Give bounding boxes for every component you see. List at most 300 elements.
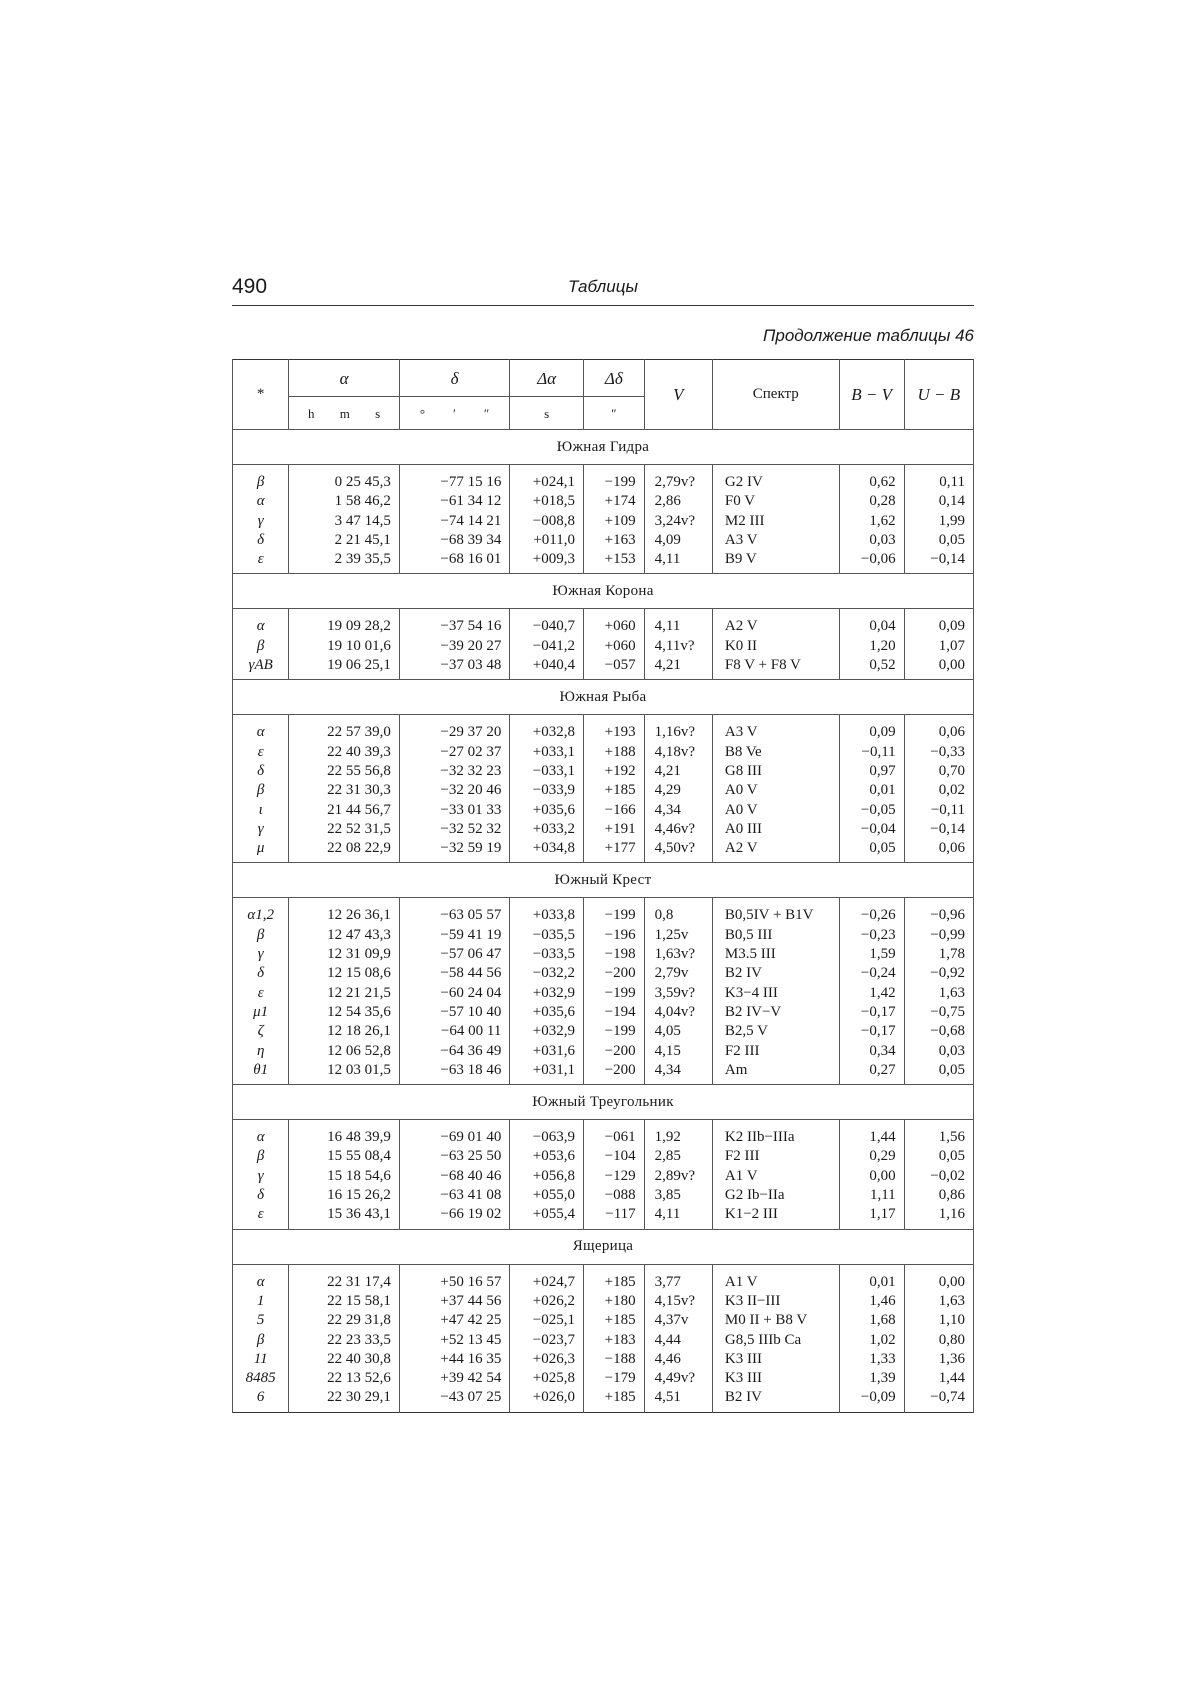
star-symbol-cell: 1	[256, 1292, 265, 1309]
star-symbol-column	[233, 1120, 289, 1229]
proper-motion-dec-cell: −088	[604, 1187, 636, 1204]
star-symbol-column	[233, 465, 289, 574]
u-b-color-cell: 1,99	[938, 512, 965, 529]
right-ascension-cell: 22 15 58,1	[327, 1292, 391, 1309]
b-v-color-cell: 1,44	[869, 1129, 896, 1146]
proper-motion-dec-column	[583, 898, 644, 1085]
right-ascension-cell: 15 36 43,1	[327, 1206, 391, 1223]
star-symbol-cell: θ1	[253, 1061, 269, 1078]
star-catalog-table	[232, 359, 974, 1413]
table-body	[233, 430, 974, 1413]
proper-motion-ra-cell: −033,1	[532, 762, 575, 779]
unit-seconds: s	[375, 405, 381, 421]
right-ascension-cell: 19 06 25,1	[327, 657, 391, 674]
u-b-color-cell: 1,63	[938, 1292, 965, 1309]
proper-motion-dec-cell: −104	[604, 1148, 636, 1165]
proper-motion-ra-cell: +056,8	[532, 1167, 575, 1184]
proper-motion-ra-cell: +033,1	[532, 743, 575, 760]
declination-cell: +52 13 45	[440, 1331, 502, 1348]
constellation-name: Южный Крест	[233, 863, 974, 898]
spectral-type-cell: B0,5IV + B1V	[724, 907, 814, 924]
proper-motion-ra-column	[510, 609, 584, 680]
proper-motion-dec-cell: +185	[604, 1389, 636, 1406]
b-v-color-cell: −0,17	[860, 1003, 896, 1020]
constellation-heading-row	[233, 430, 974, 465]
spectral-type-column	[712, 715, 839, 863]
right-ascension-column	[289, 609, 400, 680]
b-v-color-cell: 1,62	[869, 512, 896, 529]
spectral-type-cell: B0,5 III	[724, 926, 773, 943]
spectral-type-column	[712, 898, 839, 1085]
proper-motion-dec-cell: −117	[605, 1206, 636, 1223]
star-symbol-cell: 5	[256, 1312, 265, 1329]
right-ascension-cell: 16 15 26,2	[327, 1187, 391, 1204]
declination-cell: −32 52 32	[440, 820, 502, 837]
v-magnitude-cell: 3,24v?	[654, 512, 696, 529]
star-symbol-cell: β	[256, 474, 265, 490]
star-symbol-cell: ε	[257, 984, 264, 1001]
b-v-color-cell: 0,29	[869, 1148, 896, 1165]
u-b-color-cell: 1,10	[938, 1312, 965, 1329]
declination-cell: −69 01 40	[440, 1129, 502, 1146]
proper-motion-dec-cell: −129	[604, 1167, 636, 1184]
header-star: *	[233, 360, 289, 430]
b-v-color-column	[839, 465, 904, 574]
u-b-color-cell: −0,75	[930, 1003, 965, 1020]
spectral-type-cell: A3 V	[724, 531, 758, 548]
v-magnitude-cell: 4,44	[654, 1331, 681, 1348]
v-magnitude-cell: 4,51	[654, 1389, 681, 1406]
spectral-type-cell: M0 II + B8 V	[724, 1312, 808, 1329]
proper-motion-dec-cell: −188	[604, 1350, 636, 1367]
b-v-color-cell: −0,05	[860, 801, 896, 818]
page-number: 490	[232, 275, 268, 298]
proper-motion-ra-cell: +026,0	[532, 1389, 575, 1406]
proper-motion-dec-cell: +109	[604, 512, 636, 529]
u-b-color-cell: −0,14	[930, 551, 965, 568]
v-magnitude-cell: 4,11v?	[654, 637, 695, 654]
spectral-type-cell: A2 V	[724, 840, 758, 857]
b-v-color-column	[839, 715, 904, 863]
v-magnitude-column	[644, 715, 712, 863]
u-b-color-cell: 0,80	[938, 1331, 965, 1348]
constellation-name: Южная Корона	[233, 574, 974, 609]
u-b-color-cell: 1,63	[938, 984, 965, 1001]
star-symbol-cell: α	[256, 724, 265, 741]
right-ascension-cell: 22 55 56,8	[327, 762, 391, 779]
right-ascension-cell: 1 58 46,2	[334, 493, 391, 510]
u-b-color-column	[904, 898, 973, 1085]
declination-cell: +50 16 57	[440, 1273, 502, 1290]
spectral-type-column	[712, 1264, 839, 1412]
unit-arcmin: ′	[453, 405, 456, 421]
star-symbol-cell: μ	[256, 840, 265, 857]
right-ascension-cell: 22 40 39,3	[327, 743, 391, 760]
declination-cell: −66 19 02	[440, 1206, 502, 1223]
header-alpha: α	[289, 360, 400, 397]
star-symbol-cell: δ	[257, 762, 265, 779]
proper-motion-dec-cell: +180	[604, 1292, 636, 1309]
b-v-color-cell: −0,06	[860, 551, 896, 568]
proper-motion-ra-cell: +033,8	[532, 907, 575, 924]
header-v: V	[644, 360, 712, 430]
proper-motion-ra-cell: −041,2	[532, 637, 575, 654]
u-b-color-cell: 0,05	[938, 1061, 965, 1078]
proper-motion-dec-cell: −200	[604, 965, 636, 982]
u-b-color-cell: 1,36	[938, 1350, 965, 1367]
spectral-type-column	[712, 465, 839, 574]
unit-minutes: m	[339, 405, 350, 421]
u-b-color-cell: 1,44	[938, 1370, 965, 1387]
proper-motion-ra-cell: −040,7	[532, 618, 575, 635]
declination-cell: −74 14 21	[440, 512, 502, 529]
constellation-name: Ящерица	[233, 1229, 974, 1264]
b-v-color-cell: 1,02	[869, 1331, 896, 1348]
declination-cell: −39 20 27	[440, 637, 502, 654]
right-ascension-cell: 2 39 35,5	[334, 551, 391, 568]
u-b-color-column	[904, 1120, 973, 1229]
proper-motion-dec-column	[583, 465, 644, 574]
declination-cell: −27 02 37	[440, 743, 502, 760]
right-ascension-column	[289, 1264, 400, 1412]
declination-cell: −60 24 04	[440, 984, 502, 1001]
v-magnitude-cell: 4,37v	[654, 1312, 689, 1329]
right-ascension-cell: 15 55 08,4	[327, 1148, 391, 1165]
v-magnitude-cell: 3,59v?	[654, 984, 696, 1001]
proper-motion-dec-cell: +163	[604, 531, 636, 548]
star-symbol-cell: 11	[253, 1350, 268, 1367]
header-u-b: U − B	[904, 360, 973, 430]
proper-motion-dec-cell: +060	[604, 637, 636, 654]
spectral-type-cell: K3 III	[724, 1350, 762, 1367]
v-magnitude-cell: 2,79v	[654, 965, 689, 982]
unit-degrees: °	[419, 405, 426, 421]
declination-cell: −59 41 19	[440, 926, 502, 943]
header-delta-delta-unit: ″	[583, 397, 644, 430]
declination-cell: −77 15 16	[440, 474, 502, 490]
right-ascension-cell: 0 25 45,3	[334, 474, 391, 490]
v-magnitude-column	[644, 898, 712, 1085]
b-v-color-cell: 1,59	[869, 946, 896, 963]
right-ascension-cell: 2 21 45,1	[334, 531, 391, 548]
unit-hours: h	[307, 405, 315, 421]
u-b-color-cell: −0,96	[930, 907, 965, 924]
spectral-type-cell: A2 V	[724, 618, 758, 635]
b-v-color-column	[839, 1264, 904, 1412]
proper-motion-ra-cell: −063,9	[532, 1129, 575, 1146]
proper-motion-ra-cell: +032,9	[532, 984, 575, 1001]
b-v-color-cell: 0,97	[869, 762, 896, 779]
constellation-data-row	[233, 609, 974, 680]
v-magnitude-cell: 4,46v?	[654, 820, 696, 837]
b-v-color-cell: 0,28	[869, 493, 896, 510]
u-b-color-cell: 0,14	[938, 493, 965, 510]
star-symbol-cell: α1,2	[247, 907, 274, 924]
u-b-color-cell: 0,05	[938, 531, 965, 548]
declination-column	[399, 465, 510, 574]
proper-motion-ra-cell: +024,7	[532, 1273, 575, 1290]
u-b-color-column	[904, 715, 973, 863]
b-v-color-cell: 0,62	[869, 474, 896, 490]
constellation-heading-row	[233, 1085, 974, 1120]
proper-motion-dec-cell: +153	[604, 551, 636, 568]
right-ascension-cell: 12 18 26,1	[327, 1023, 391, 1040]
star-symbol-cell: α	[256, 1273, 265, 1290]
declination-cell: −32 59 19	[440, 840, 502, 857]
v-magnitude-cell: 3,77	[654, 1273, 681, 1290]
right-ascension-column	[289, 715, 400, 863]
constellation-name: Южная Гидра	[233, 430, 974, 465]
proper-motion-dec-cell: −199	[604, 907, 636, 924]
declination-column	[399, 715, 510, 863]
right-ascension-cell: 22 30 29,1	[327, 1389, 391, 1406]
star-symbol-cell: δ	[257, 531, 265, 548]
right-ascension-cell: 12 31 09,9	[327, 946, 391, 963]
declination-cell: −57 10 40	[440, 1003, 502, 1020]
b-v-color-cell: 1,68	[869, 1312, 896, 1329]
proper-motion-dec-cell: −200	[604, 1042, 636, 1059]
spectral-type-cell: B2 IV	[724, 1389, 762, 1406]
unit-arcsec: ″	[483, 405, 490, 421]
spectral-type-cell: B2,5 V	[724, 1023, 768, 1040]
table-continuation-caption: Продолжение таблицы 46	[763, 326, 974, 345]
constellation-data-row	[233, 898, 974, 1085]
declination-cell: −32 20 46	[440, 782, 502, 799]
u-b-color-cell: 0,00	[938, 657, 965, 674]
proper-motion-dec-cell: −199	[604, 1023, 636, 1040]
u-b-color-column	[904, 465, 973, 574]
u-b-color-column	[904, 609, 973, 680]
b-v-color-column	[839, 609, 904, 680]
v-magnitude-cell: 4,04v?	[654, 1003, 696, 1020]
spectral-type-cell: G8 III	[724, 762, 762, 779]
spectral-type-cell: M3.5 III	[724, 946, 776, 963]
proper-motion-dec-cell: +183	[604, 1331, 636, 1348]
v-magnitude-column	[644, 465, 712, 574]
v-magnitude-cell: 1,16v?	[654, 724, 696, 741]
star-symbol-cell: γ	[257, 820, 264, 837]
b-v-color-cell: 0,01	[869, 1273, 896, 1290]
v-magnitude-cell: 4,34	[654, 1061, 681, 1078]
proper-motion-ra-cell: −025,1	[532, 1312, 575, 1329]
declination-column	[399, 609, 510, 680]
declination-cell: −58 44 56	[440, 965, 502, 982]
star-symbol-column	[233, 898, 289, 1085]
spectral-type-cell: K0 II	[724, 637, 757, 654]
proper-motion-ra-cell: +018,5	[532, 493, 575, 510]
u-b-color-cell: 0,70	[938, 762, 965, 779]
right-ascension-cell: 3 47 14,5	[334, 512, 391, 529]
u-b-color-cell: 1,07	[938, 637, 965, 654]
v-magnitude-cell: 4,34	[654, 801, 681, 818]
u-b-color-cell: 1,16	[938, 1206, 965, 1223]
u-b-color-cell: −0,11	[930, 801, 965, 818]
proper-motion-dec-cell: +192	[604, 762, 636, 779]
declination-cell: −68 40 46	[440, 1167, 502, 1184]
proper-motion-ra-cell: +035,6	[532, 1003, 575, 1020]
proper-motion-ra-cell: −035,5	[532, 926, 575, 943]
spectral-type-cell: G8,5 IIIb Ca	[724, 1331, 802, 1348]
spectral-type-cell: A1 V	[724, 1273, 758, 1290]
star-symbol-column	[233, 715, 289, 863]
b-v-color-cell: −0,09	[860, 1389, 896, 1406]
constellation-data-row	[233, 715, 974, 863]
v-magnitude-cell: 4,29	[654, 782, 681, 799]
spectral-type-column	[712, 1120, 839, 1229]
proper-motion-ra-column	[510, 898, 584, 1085]
b-v-color-cell: 1,33	[869, 1350, 896, 1367]
declination-cell: −29 37 20	[440, 724, 502, 741]
u-b-color-cell: 0,09	[938, 618, 965, 635]
right-ascension-cell: 22 31 17,4	[327, 1273, 391, 1290]
v-magnitude-cell: 1,63v?	[654, 946, 696, 963]
right-ascension-cell: 16 48 39,9	[327, 1129, 391, 1146]
u-b-color-cell: 0,11	[939, 474, 965, 490]
right-ascension-cell: 19 09 28,2	[327, 618, 391, 635]
proper-motion-ra-cell: +031,1	[532, 1061, 575, 1078]
proper-motion-dec-column	[583, 609, 644, 680]
b-v-color-cell: 1,17	[869, 1206, 896, 1223]
b-v-color-cell: 1,11	[869, 1187, 896, 1204]
star-symbol-cell: α	[256, 618, 265, 635]
u-b-color-cell: −0,74	[930, 1389, 965, 1406]
spectral-type-cell: A0 V	[724, 782, 758, 799]
u-b-color-cell: 0,05	[938, 1148, 965, 1165]
declination-cell: −37 54 16	[440, 618, 502, 635]
b-v-color-cell: −0,17	[860, 1023, 896, 1040]
right-ascension-cell: 12 21 21,5	[327, 984, 391, 1001]
v-magnitude-cell: 2,86	[654, 493, 681, 510]
v-magnitude-column	[644, 609, 712, 680]
b-v-color-cell: 0,27	[869, 1061, 896, 1078]
proper-motion-dec-cell: +193	[604, 724, 636, 741]
v-magnitude-cell: 4,21	[654, 657, 681, 674]
declination-cell: +39 42 54	[440, 1370, 502, 1387]
b-v-color-cell: 0,52	[869, 657, 896, 674]
proper-motion-dec-cell: −198	[604, 946, 636, 963]
declination-cell: −63 05 57	[440, 907, 502, 924]
constellation-heading-row	[233, 1229, 974, 1264]
v-magnitude-cell: 2,79v?	[654, 474, 696, 490]
v-magnitude-cell: 4,15	[654, 1042, 681, 1059]
spectral-type-cell: B2 IV−V	[724, 1003, 782, 1020]
declination-cell: −61 34 12	[440, 493, 502, 510]
u-b-color-column	[904, 1264, 973, 1412]
star-symbol-cell: 6	[256, 1389, 265, 1406]
declination-cell: −68 39 34	[440, 531, 502, 548]
constellation-heading-row	[233, 863, 974, 898]
spectral-type-cell: F8 V + F8 V	[724, 657, 801, 674]
u-b-color-cell: −0,14	[930, 820, 965, 837]
v-magnitude-cell: 1,25v	[654, 926, 689, 943]
spectral-type-cell: A0 III	[724, 820, 762, 837]
spectral-type-cell: K3 III	[724, 1370, 762, 1387]
proper-motion-ra-cell: −023,7	[532, 1331, 575, 1348]
star-symbol-cell: 8485	[245, 1370, 276, 1387]
right-ascension-cell: 12 15 08,6	[327, 965, 391, 982]
header-alpha-units	[289, 397, 400, 430]
v-magnitude-cell: 4,49v?	[654, 1370, 696, 1387]
declination-cell: −68 16 01	[440, 551, 502, 568]
b-v-color-cell: −0,24	[860, 965, 896, 982]
b-v-color-cell: 0,34	[869, 1042, 896, 1059]
star-symbol-cell: γ	[257, 1167, 264, 1184]
declination-cell: −33 01 33	[440, 801, 502, 818]
spectral-type-cell: A3 V	[724, 724, 758, 741]
v-magnitude-cell: 4,15v?	[654, 1292, 696, 1309]
proper-motion-ra-cell: +024,1	[532, 474, 575, 490]
right-ascension-cell: 15 18 54,6	[327, 1167, 391, 1184]
u-b-color-cell: −0,92	[930, 965, 965, 982]
u-b-color-cell: 0,03	[938, 1042, 965, 1059]
v-magnitude-cell: 4,05	[654, 1023, 681, 1040]
proper-motion-ra-cell: +009,3	[532, 551, 575, 568]
star-symbol-cell: δ	[257, 965, 265, 982]
v-magnitude-cell: 1,92	[654, 1129, 681, 1146]
header-delta: δ	[399, 360, 510, 397]
star-symbol-cell: β	[256, 782, 265, 799]
proper-motion-ra-cell: +053,6	[532, 1148, 575, 1165]
declination-cell: +47 42 25	[440, 1312, 502, 1329]
star-symbol-cell: β	[256, 926, 265, 943]
right-ascension-cell: 22 57 39,0	[327, 724, 391, 741]
star-symbol-cell: γ	[257, 512, 264, 529]
v-magnitude-cell: 2,89v?	[654, 1167, 696, 1184]
proper-motion-ra-cell: −032,2	[532, 965, 575, 982]
star-symbol-cell: γ	[257, 946, 264, 963]
spectral-type-cell: B8 Ve	[724, 743, 762, 760]
spectral-type-cell: K3−4 III	[724, 984, 778, 1001]
proper-motion-dec-cell: +177	[604, 840, 636, 857]
star-symbol-cell: ε	[257, 551, 264, 568]
proper-motion-ra-cell: +055,0	[532, 1187, 575, 1204]
header-delta-alpha: Δα	[510, 360, 584, 397]
declination-cell: −64 00 11	[440, 1023, 502, 1040]
proper-motion-ra-column	[510, 1120, 584, 1229]
u-b-color-cell: −0,99	[930, 926, 965, 943]
header-delta-units	[399, 397, 510, 430]
right-ascension-cell: 22 23 33,5	[327, 1331, 391, 1348]
b-v-color-column	[839, 898, 904, 1085]
right-ascension-column	[289, 465, 400, 574]
proper-motion-ra-column	[510, 465, 584, 574]
star-symbol-cell: β	[256, 1148, 265, 1165]
constellation-heading-row	[233, 574, 974, 609]
declination-column	[399, 1120, 510, 1229]
right-ascension-cell: 12 26 36,1	[327, 907, 391, 924]
b-v-color-cell: 0,00	[869, 1167, 896, 1184]
declination-cell: −63 41 08	[440, 1187, 502, 1204]
star-symbol-column	[233, 1264, 289, 1412]
header-spectrum: Спектр	[712, 360, 839, 430]
b-v-color-cell: 0,03	[869, 531, 896, 548]
star-symbol-column	[233, 609, 289, 680]
right-ascension-cell: 12 06 52,8	[327, 1042, 391, 1059]
spectral-type-cell: A0 V	[724, 801, 758, 818]
u-b-color-cell: −0,68	[930, 1023, 965, 1040]
proper-motion-dec-cell: −179	[604, 1370, 636, 1387]
star-symbol-cell: β	[256, 637, 265, 654]
v-magnitude-column	[644, 1264, 712, 1412]
right-ascension-cell: 22 31 30,3	[327, 782, 391, 799]
right-ascension-column	[289, 898, 400, 1085]
u-b-color-cell: 0,86	[938, 1187, 965, 1204]
proper-motion-dec-column	[583, 1120, 644, 1229]
b-v-color-cell: −0,11	[861, 743, 896, 760]
b-v-color-column	[839, 1120, 904, 1229]
b-v-color-cell: 0,09	[869, 724, 896, 741]
v-magnitude-cell: 4,21	[654, 762, 681, 779]
